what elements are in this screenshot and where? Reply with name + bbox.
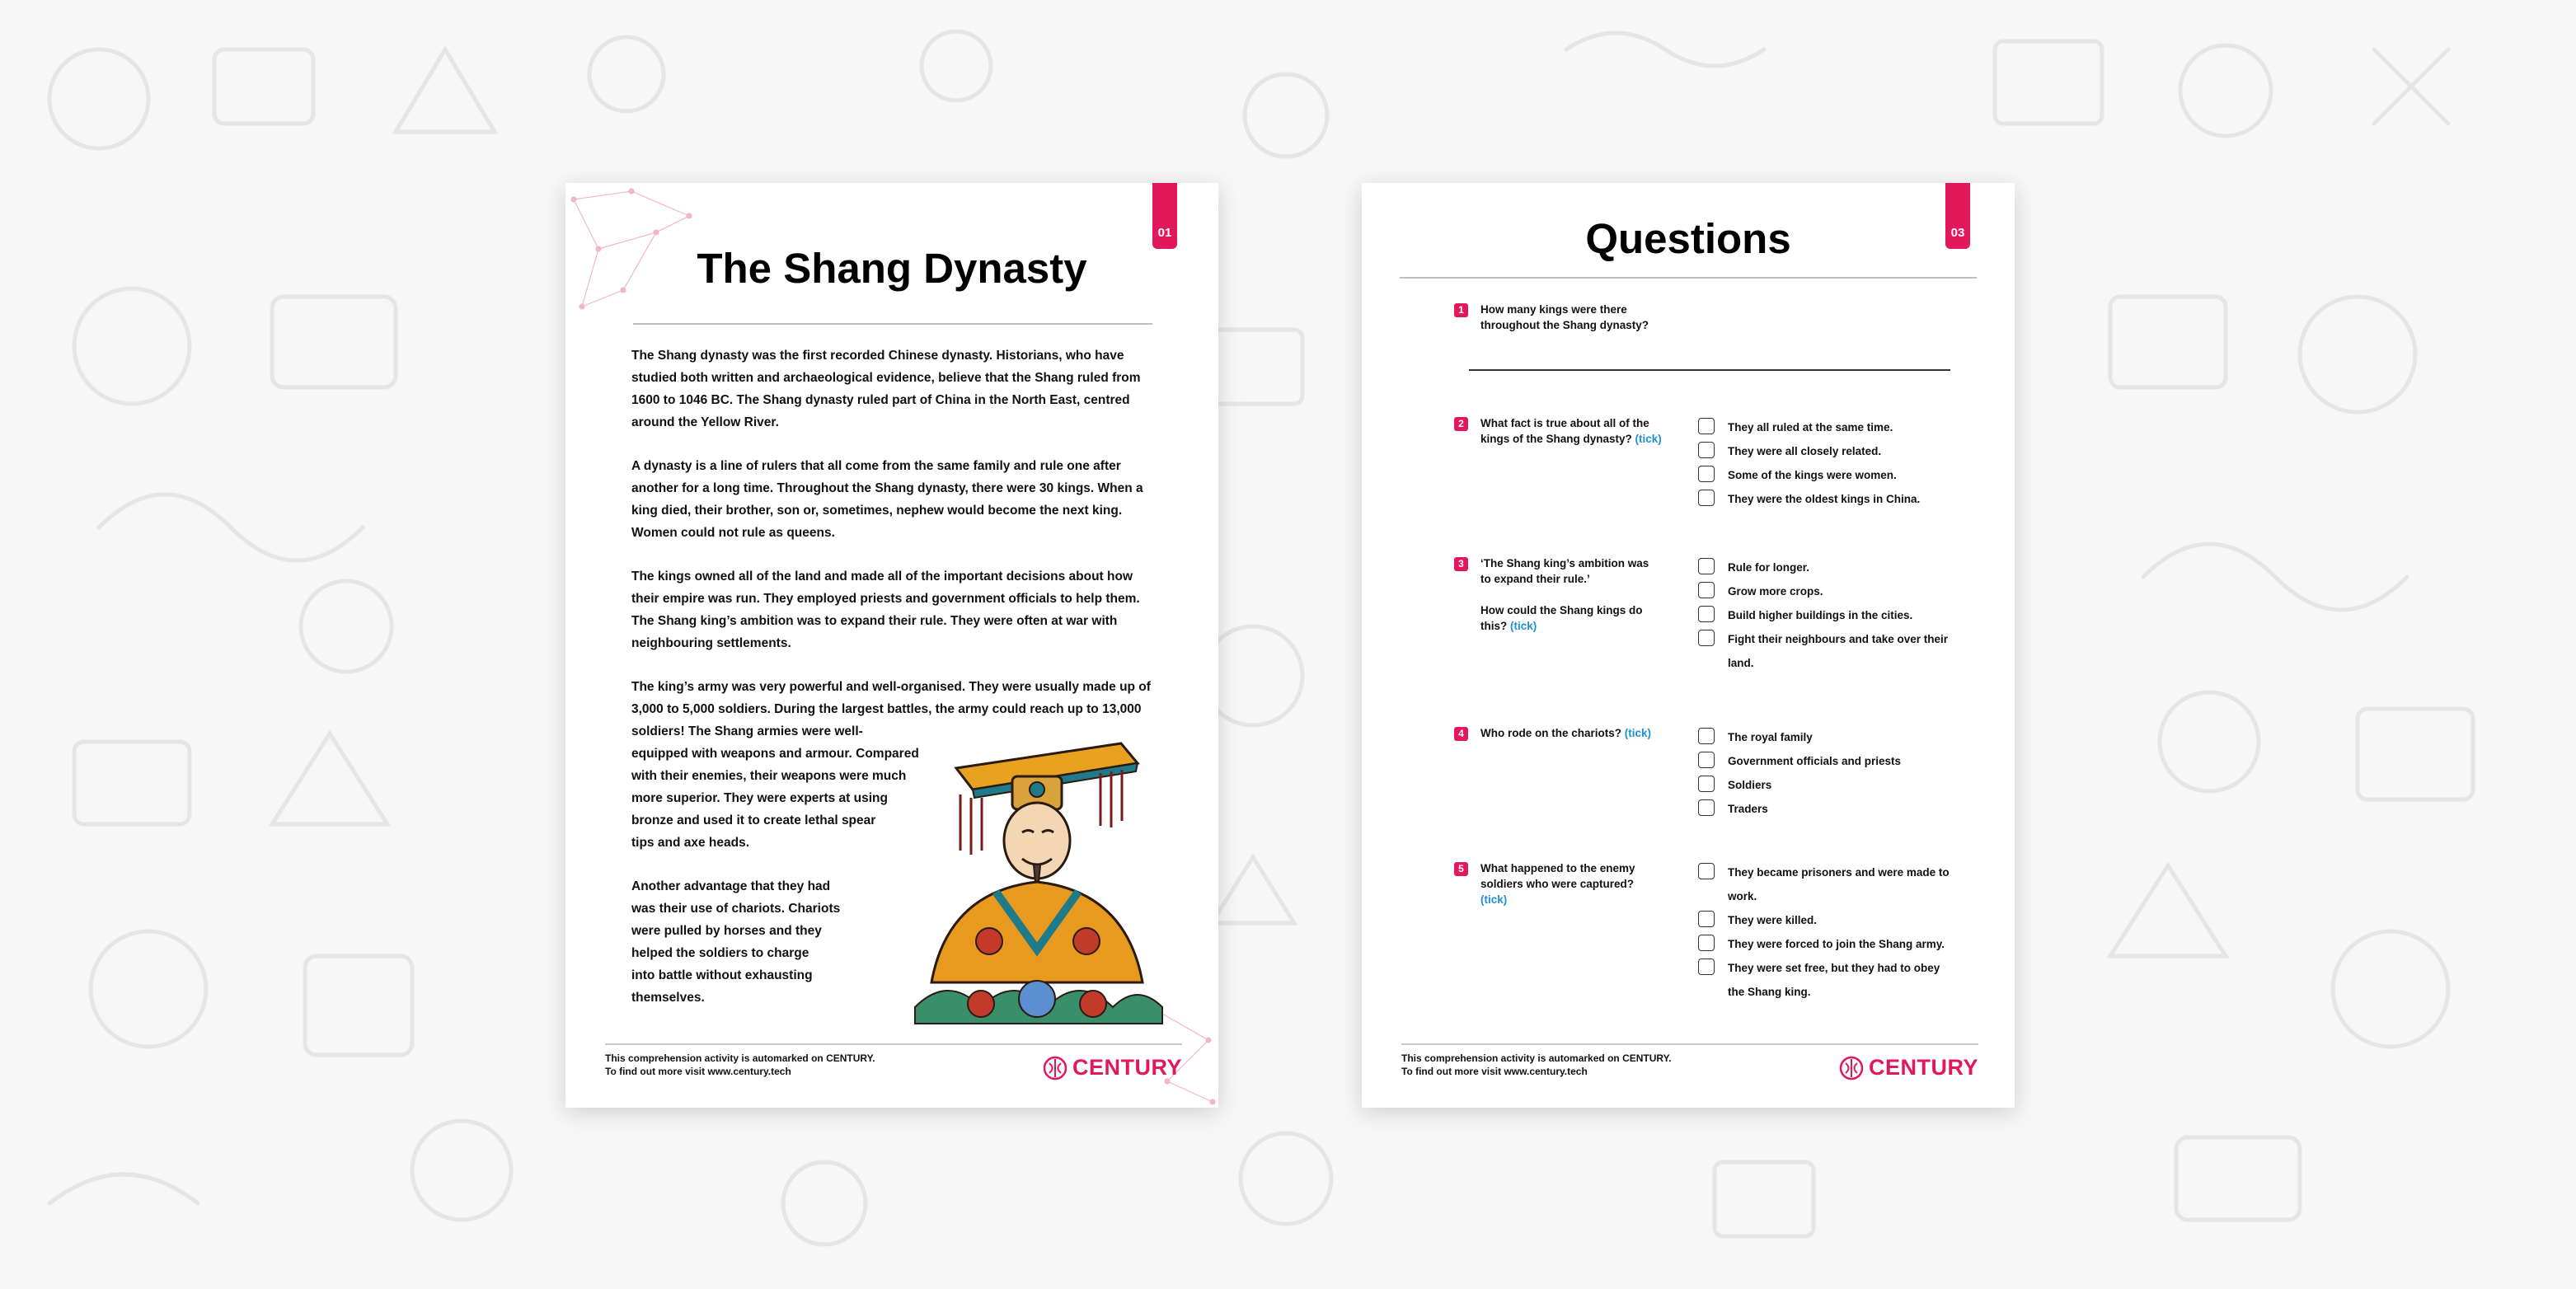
option-label: Build higher buildings in the cities. [1728, 609, 1913, 621]
century-logo [1043, 1055, 1182, 1080]
question-text [1480, 725, 1703, 741]
option-label: They became prisoners and were made to work. [1728, 866, 1950, 902]
tick-hint: (tick) [1510, 620, 1537, 632]
question-number: 3 [1454, 557, 1468, 571]
option-label: Grow more crops. [1728, 585, 1823, 598]
answer-option[interactable] [1698, 956, 1954, 1004]
paragraph: Another advantage that they had was their use of chariots. Chariots were pulled by horses and they helped the soldiers to charge into battle without exhausting themselves. [631, 879, 841, 1005]
answer-option[interactable] [1698, 439, 1970, 463]
page-footer [1401, 1043, 1978, 1078]
checkbox[interactable] [1698, 558, 1715, 574]
answer-option[interactable] [1698, 908, 1954, 932]
checkbox[interactable] [1698, 490, 1715, 506]
answer-option[interactable] [1698, 603, 1954, 627]
paragraph: A dynasty is a line of rulers that all come from the same family and rule one after another for a long time. Throughout the Shang dynasty, there were 30 kings. When a king died, their brother, son or, sometimes, nephew would become the next king. Women could not rule as queens. [631, 459, 1143, 540]
question-text-main: What fact is true about all of the kings of the Shang dynasty? [1480, 417, 1649, 445]
option-label: Soldiers [1728, 779, 1772, 791]
footer-line: This comprehension activity is automarked on CENTURY. [605, 1052, 875, 1064]
option-label: They were set free, but they had to obey the Shang king. [1728, 962, 1940, 998]
checkbox[interactable] [1698, 442, 1715, 458]
checkbox[interactable] [1698, 935, 1715, 951]
century-brain-icon [1839, 1056, 1864, 1080]
option-label: Fight their neighbours and take over their land. [1728, 633, 1949, 669]
reading-page [565, 183, 1218, 1108]
answer-options [1698, 860, 1954, 1004]
paragraph: The king’s army was very powerful and well-organised. They were usually made up of 3,000 to 5,000 soldiers. During the largest battles, the army could reach up to 13,000 soldiers! The Shang armies were well- equipped with weapons and armour. Compared with their enemies, their weapons were much more superior. They were experts at using bronze and used it to create lethal spear tips and axe heads. [631, 680, 1151, 850]
question-text-main: ‘The Shang king’s ambition was to expand their rule.’ How could the Shang kings do this? [1480, 557, 1649, 632]
checkbox[interactable] [1698, 863, 1715, 879]
checkbox[interactable] [1698, 418, 1715, 434]
divider [1400, 277, 1977, 279]
question-text-main: Who rode on the chariots? [1480, 727, 1625, 739]
tick-hint: (tick) [1624, 727, 1652, 739]
option-label: Traders [1728, 803, 1768, 815]
answer-line[interactable] [1469, 369, 1950, 371]
option-label: Rule for longer. [1728, 561, 1810, 574]
option-label: Some of the kings were women. [1728, 469, 1897, 481]
question-number: 4 [1454, 727, 1468, 741]
question-text [1480, 555, 1703, 634]
option-label: They were forced to join the Shang army. [1728, 938, 1945, 950]
answer-option[interactable] [1698, 555, 1954, 579]
question-text-main: What happened to the enemy soldiers who were captured? [1480, 862, 1635, 890]
question-text [1480, 415, 1703, 447]
paragraph: The kings owned all of the land and made all of the important decisions about how their empire was run. They employed priests and government officials to help them. The Shang king’s ambition was to expand their rule. They were often at war with neighbouring settlements. [631, 570, 1140, 650]
checkbox[interactable] [1698, 630, 1715, 646]
answer-option[interactable] [1698, 860, 1954, 908]
page-title: Questions [1585, 215, 1791, 262]
checkbox[interactable] [1698, 466, 1715, 482]
century-logo [1839, 1055, 1978, 1080]
page-number-tab: 01 [1152, 183, 1177, 249]
answer-options [1698, 415, 1970, 511]
footer-line: To find out more visit www.century.tech [1401, 1066, 1588, 1077]
answer-option[interactable] [1698, 749, 1970, 773]
option-label: They all ruled at the same time. [1728, 421, 1893, 434]
brand-name: CENTURY [1072, 1055, 1182, 1080]
checkbox[interactable] [1698, 799, 1715, 816]
answer-option[interactable] [1698, 579, 1954, 603]
brand-name: CENTURY [1868, 1055, 1978, 1080]
tick-hint: (tick) [1480, 893, 1508, 906]
option-label: They were killed. [1728, 914, 1818, 926]
question-number: 5 [1454, 862, 1468, 876]
answer-option[interactable] [1698, 773, 1970, 797]
checkbox[interactable] [1698, 606, 1715, 622]
page-footer [605, 1043, 1182, 1078]
option-label: They were the oldest kings in China. [1728, 493, 1921, 505]
answer-option[interactable] [1698, 627, 1954, 675]
answer-options [1698, 555, 1954, 675]
answer-option[interactable] [1698, 487, 1970, 511]
page-title: The Shang Dynasty [697, 245, 1087, 292]
option-label: They were all closely related. [1728, 445, 1882, 457]
question-1 [1454, 302, 1965, 384]
paragraph: The Shang dynasty was the first recorded Chinese dynasty. Historians, who have studied both written and archaeological evidence, believe that the Shang ruled from 1600 to 1046 BC. The Shang dynasty ruled part of China in the North East, centred around the Yellow River. [631, 349, 1141, 429]
answer-option[interactable] [1698, 797, 1970, 821]
footer-line: To find out more visit www.century.tech [605, 1066, 791, 1077]
footer-line: This comprehension activity is automarked on CENTURY. [1401, 1052, 1672, 1064]
checkbox[interactable] [1698, 776, 1715, 792]
tick-hint: (tick) [1635, 433, 1662, 445]
checkbox[interactable] [1698, 752, 1715, 768]
answer-option[interactable] [1698, 463, 1970, 487]
question-number: 2 [1454, 417, 1468, 431]
answer-option[interactable] [1698, 415, 1970, 439]
answer-option[interactable] [1698, 725, 1970, 749]
option-label: Government officials and priests [1728, 755, 1902, 767]
questions-page [1362, 183, 2015, 1108]
checkbox[interactable] [1698, 959, 1715, 975]
question-text [1480, 860, 1703, 907]
shang-king-illustration [899, 735, 1172, 1030]
divider [633, 323, 1152, 325]
divider [605, 1043, 1182, 1045]
answer-options [1698, 725, 1970, 821]
divider [1401, 1043, 1978, 1045]
century-brain-icon [1043, 1056, 1067, 1080]
checkbox[interactable] [1698, 911, 1715, 927]
question-number: 1 [1454, 303, 1468, 317]
option-label: The royal family [1728, 731, 1813, 743]
answer-option[interactable] [1698, 932, 1954, 956]
page-number-tab: 03 [1945, 183, 1970, 249]
checkbox[interactable] [1698, 582, 1715, 598]
checkbox[interactable] [1698, 728, 1715, 744]
question-text: How many kings were there throughout the Shang dynasty? [1480, 303, 1649, 331]
